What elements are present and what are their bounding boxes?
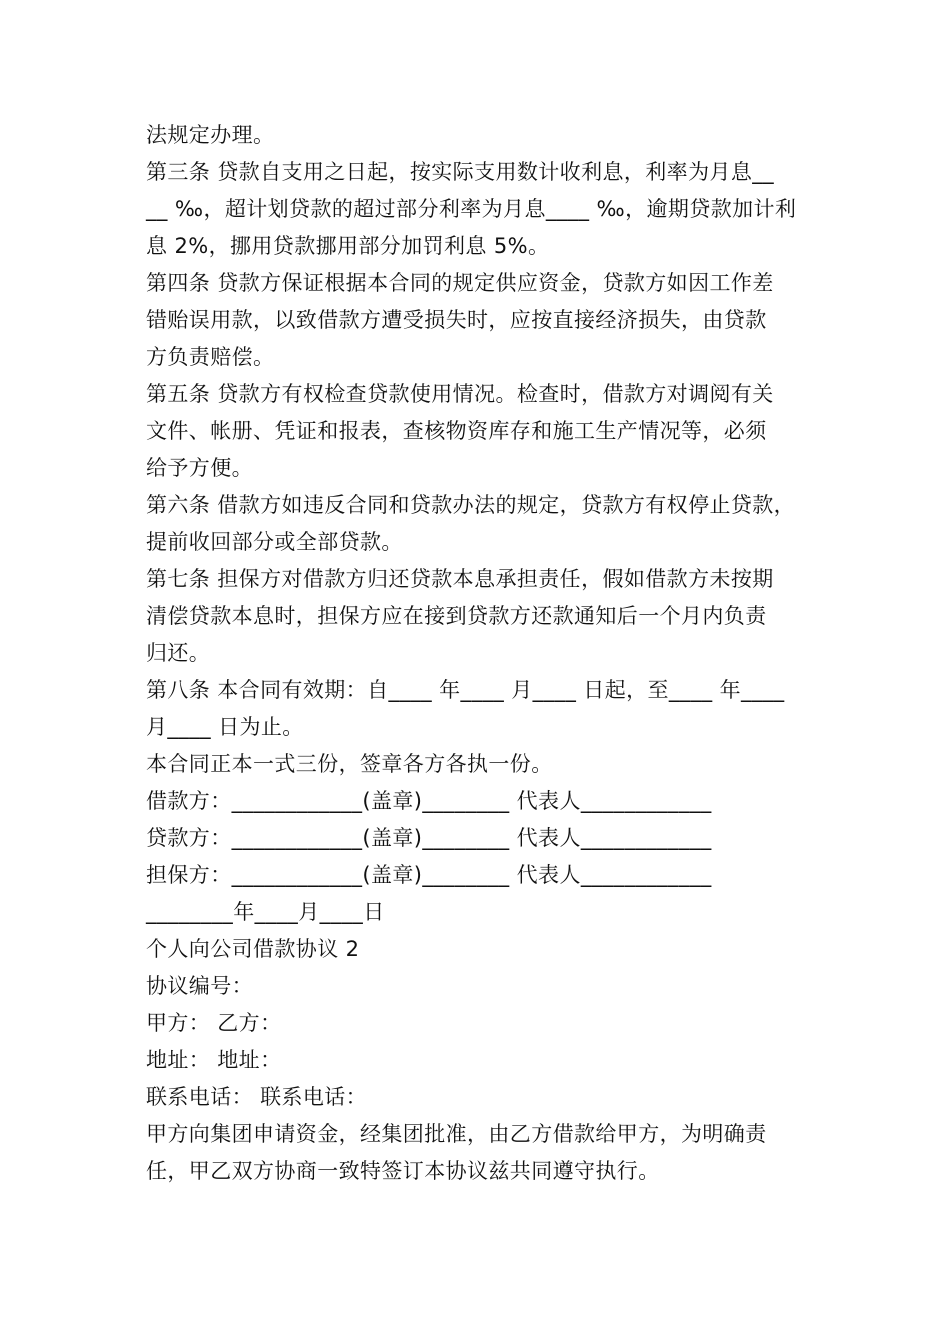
text-line: 清偿贷款本息时，担保方应在接到贷款方还款通知后一个月内负责	[146, 604, 767, 628]
signature-line-guarantor: 担保方：____________(盖章)________ 代表人____________	[146, 863, 712, 887]
text-line: 第三条 贷款自支用之日起，按实际支用数计收利息，利率为月息__	[146, 160, 775, 184]
text-line: 本合同正本一式三份，签章各方各执一份。	[146, 752, 553, 776]
text-line: 息 2%，挪用贷款挪用部分加罚利息 5%。	[146, 234, 550, 258]
section-title: 个人向公司借款协议 2	[146, 937, 360, 961]
text-line: 月____ 日为止。	[146, 715, 304, 739]
signature-line-borrower: 借款方：____________(盖章)________ 代表人____________	[146, 789, 712, 813]
text-line: __ ‰，超计划贷款的超过部分利率为月息____ ‰，逾期贷款加计利	[146, 197, 797, 221]
text-line: 第八条 本合同有效期：自____ 年____ 月____ 日起，至____ 年____	[146, 678, 785, 702]
text-line: 第四条 贷款方保证根据本合同的规定供应资金，贷款方如因工作差	[146, 271, 774, 295]
parties-line: 甲方： 乙方：	[146, 1011, 282, 1035]
text-line: 法规定办理。	[146, 123, 275, 147]
text-line: 任，甲乙双方协商一致特签订本协议兹共同遵守执行。	[146, 1159, 660, 1183]
signature-line-lender: 贷款方：____________(盖章)________ 代表人____________	[146, 826, 712, 850]
address-line: 地址： 地址：	[146, 1048, 282, 1072]
text-line: 第五条 贷款方有权检查贷款使用情况。检查时，借款方对调阅有关	[146, 382, 774, 406]
text-line: 第六条 借款方如违反合同和贷款办法的规定，贷款方有权停止贷款，	[146, 493, 796, 517]
text-line: 第七条 担保方对借款方归还贷款本息承担责任，假如借款方未按期	[146, 567, 774, 591]
document-body	[146, 117, 826, 1190]
text-line: 提前收回部分或全部贷款。	[146, 530, 403, 554]
text-line: 给予方便。	[146, 456, 253, 480]
text-line: 方负责赔偿。	[146, 345, 275, 369]
agreement-number: 协议编号：	[146, 974, 253, 998]
date-line: ________年____月____日	[146, 900, 385, 924]
text-line: 文件、帐册、凭证和报表，查核物资库存和施工生产情况等，必须	[146, 419, 767, 443]
phone-line: 联系电话： 联系电话：	[146, 1085, 368, 1109]
text-line: 甲方向集团申请资金，经集团批准，由乙方借款给甲方，为明确责	[146, 1122, 767, 1146]
text-line: 归还。	[146, 641, 211, 665]
text-line: 错贻误用款，以致借款方遭受损失时，应按直接经济损失，由贷款	[146, 308, 767, 332]
